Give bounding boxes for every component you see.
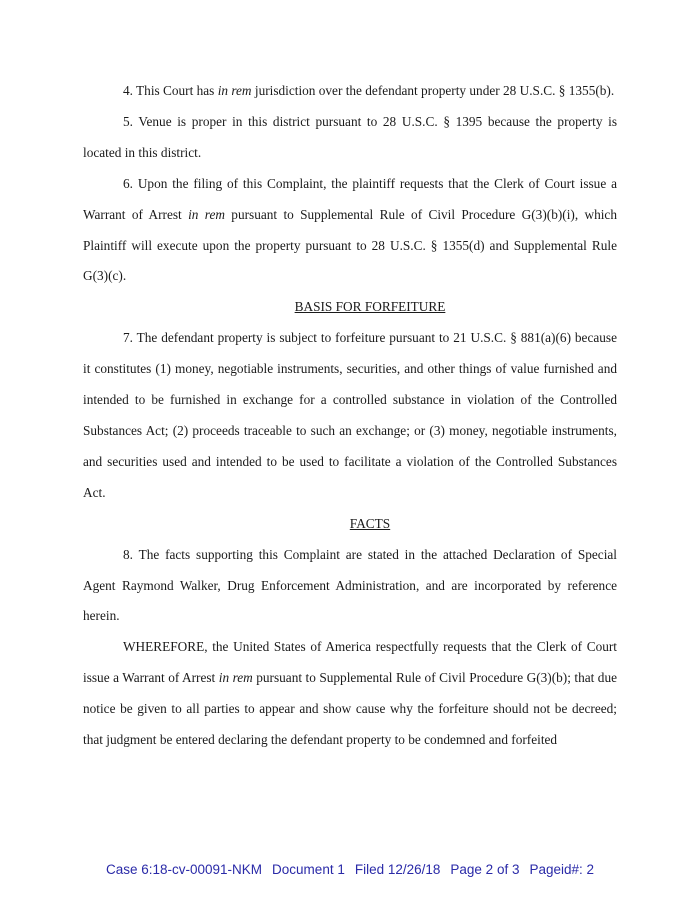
heading-facts: FACTS <box>349 515 391 531</box>
paragraph-6-italic: in rem <box>188 206 225 222</box>
paragraph-wherefore <box>83 632 617 756</box>
wherefore-italic: in rem <box>218 670 253 686</box>
wherefore-text-b: pursuant to Supplemental Rule of Civil Procedure G(3)(b); that due notice be given to all parties to appear and show cause why the forfeiture should not be decreed; that judgment be entered declaring the defendant property to be condemned and forfeited <box>83 670 617 748</box>
document-body <box>83 76 617 756</box>
heading-basis-for-forfeiture: BASIS FOR FORFEITURE <box>294 299 446 315</box>
paragraph-4-text-b: jurisdiction over the defendant property under 28 U.S.C. § 1355(b). <box>251 83 615 98</box>
paragraph-4-italic: in rem <box>217 83 252 98</box>
paragraph-6-text-b: pursuant to Supplemental Rule of Civil Procedure G(3)(b)(i), which Plaintiff will execute upon the property pursuant to 28 U.S.C. § 1355(d) and Supplemental Rule G(3)(c). <box>83 206 617 284</box>
footer-document: Document 1 <box>272 862 345 877</box>
paragraph-8: 8. The facts supporting this Complaint are stated in the attached Declaration of Special Agent Raymond Walker, Drug Enforcement Administration, and are incorporated by reference herein. <box>83 546 617 624</box>
paragraph-4 <box>83 76 617 107</box>
paragraph-7: 7. The defendant property is subject to forfeiture pursuant to 21 U.S.C. § 881(a)(6) because it constitutes (1) money, negotiable instruments, securities, and other things of value furnished and intended to be furnished in exchange for a controlled substance in violation of the Controlled Substances Act; (2) proceeds traceable to such an exchange; or (3) money, negotiable instruments, and securities used and intended to be used to facilitate a violation of the Controlled Substances Act. <box>83 330 617 500</box>
wherefore-text-a: WHEREFORE, the United States of America respectfully requests that the Clerk of Court issue a Warrant of Arrest <box>83 639 617 686</box>
footer-pageid: Pageid#: 2 <box>529 862 595 877</box>
paragraph-6 <box>83 169 617 293</box>
case-footer <box>0 862 700 877</box>
paragraph-4-text-a: 4. This Court has <box>123 83 218 98</box>
footer-filed-date: Filed 12/26/18 <box>354 862 441 877</box>
footer-page-count: Page 2 of 3 <box>450 862 520 877</box>
paragraph-5: 5. Venue is proper in this district pursuant to 28 U.S.C. § 1395 because the property is located in this district. <box>83 113 617 160</box>
paragraph-6-text-a: 6. Upon the filing of this Complaint, the plaintiff requests that the Clerk of Court issue a Warrant of Arrest <box>83 175 617 222</box>
footer-case-number: Case 6:18-cv-00091-NKM <box>105 862 263 877</box>
